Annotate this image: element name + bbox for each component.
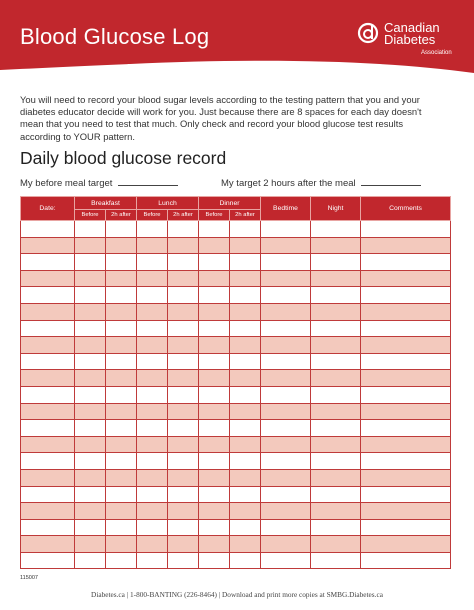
table-cell[interactable] xyxy=(199,287,230,304)
table-cell[interactable] xyxy=(137,270,168,287)
table-cell[interactable] xyxy=(137,370,168,387)
table-cell[interactable] xyxy=(361,436,451,453)
table-cell[interactable] xyxy=(137,386,168,403)
table-cell[interactable] xyxy=(75,469,106,486)
table-cell[interactable] xyxy=(230,403,261,420)
table-cell[interactable] xyxy=(137,287,168,304)
table-cell[interactable] xyxy=(168,420,199,437)
table-cell[interactable] xyxy=(311,403,361,420)
table-cell[interactable] xyxy=(199,237,230,254)
table-cell[interactable] xyxy=(361,237,451,254)
table-cell[interactable] xyxy=(311,503,361,520)
table-cell[interactable] xyxy=(137,254,168,271)
log-table-body xyxy=(21,221,451,569)
table-cell[interactable] xyxy=(106,420,137,437)
table-cell[interactable] xyxy=(230,237,261,254)
table-cell[interactable] xyxy=(21,320,75,337)
header-bedtime: Bedtime xyxy=(261,197,311,221)
subheader-lunch-after: 2h after xyxy=(168,210,199,221)
table-cell[interactable] xyxy=(261,221,311,238)
table-cell[interactable] xyxy=(261,436,311,453)
table-row xyxy=(21,386,451,403)
table-cell[interactable] xyxy=(199,221,230,238)
table-row xyxy=(21,536,451,553)
table-cell[interactable] xyxy=(230,320,261,337)
table-cell[interactable] xyxy=(311,320,361,337)
logo-line-2: Diabetes xyxy=(384,32,436,47)
table-cell[interactable] xyxy=(199,337,230,354)
table-cell[interactable] xyxy=(261,469,311,486)
subheader-dinner-before: Before xyxy=(199,210,230,221)
table-cell[interactable] xyxy=(261,403,311,420)
table-cell[interactable] xyxy=(230,469,261,486)
logo-line-1: Canadian xyxy=(384,20,440,35)
table-cell[interactable] xyxy=(21,254,75,271)
table-cell[interactable] xyxy=(230,353,261,370)
table-cell[interactable] xyxy=(261,370,311,387)
table-cell[interactable] xyxy=(199,420,230,437)
table-cell[interactable] xyxy=(199,453,230,470)
table-cell[interactable] xyxy=(137,536,168,553)
table-cell[interactable] xyxy=(75,503,106,520)
table-cell[interactable] xyxy=(75,337,106,354)
table-cell[interactable] xyxy=(106,469,137,486)
table-cell[interactable] xyxy=(311,486,361,503)
table-cell[interactable] xyxy=(21,469,75,486)
table-cell[interactable] xyxy=(199,254,230,271)
table-cell[interactable] xyxy=(21,503,75,520)
table-cell[interactable] xyxy=(75,353,106,370)
table-cell[interactable] xyxy=(137,552,168,569)
table-cell[interactable] xyxy=(199,503,230,520)
form-code: 115007 xyxy=(20,575,38,581)
table-row xyxy=(21,353,451,370)
table-cell[interactable] xyxy=(106,270,137,287)
table-cell[interactable] xyxy=(106,353,137,370)
table-cell[interactable] xyxy=(311,353,361,370)
header-banner xyxy=(0,0,474,80)
table-cell[interactable] xyxy=(199,353,230,370)
table-cell[interactable] xyxy=(199,386,230,403)
table-row xyxy=(21,320,451,337)
table-cell[interactable] xyxy=(199,486,230,503)
table-cell[interactable] xyxy=(137,486,168,503)
table-cell[interactable] xyxy=(199,370,230,387)
table-cell[interactable] xyxy=(261,386,311,403)
table-cell[interactable] xyxy=(199,403,230,420)
table-cell[interactable] xyxy=(21,436,75,453)
after-meal-target xyxy=(221,177,421,189)
table-cell[interactable] xyxy=(199,303,230,320)
table-cell[interactable] xyxy=(261,519,311,536)
table-cell[interactable] xyxy=(75,221,106,238)
table-cell[interactable] xyxy=(199,552,230,569)
after-meal-target-field[interactable] xyxy=(361,177,421,186)
table-cell[interactable] xyxy=(75,270,106,287)
table-row xyxy=(21,370,451,387)
table-cell[interactable] xyxy=(361,552,451,569)
table-cell[interactable] xyxy=(21,270,75,287)
table-cell[interactable] xyxy=(311,287,361,304)
table-cell[interactable] xyxy=(21,486,75,503)
table-cell[interactable] xyxy=(106,303,137,320)
table-cell[interactable] xyxy=(230,386,261,403)
table-cell[interactable] xyxy=(230,270,261,287)
table-cell[interactable] xyxy=(137,436,168,453)
table-cell[interactable] xyxy=(361,453,451,470)
table-cell[interactable] xyxy=(168,270,199,287)
table-cell[interactable] xyxy=(21,303,75,320)
table-cell[interactable] xyxy=(199,536,230,553)
table-row xyxy=(21,303,451,320)
table-cell[interactable] xyxy=(106,519,137,536)
table-row xyxy=(21,270,451,287)
table-cell[interactable] xyxy=(261,552,311,569)
before-meal-target-label: My before meal target xyxy=(20,178,113,189)
table-cell[interactable] xyxy=(21,403,75,420)
table-cell[interactable] xyxy=(311,270,361,287)
table-cell[interactable] xyxy=(168,287,199,304)
table-cell[interactable] xyxy=(230,536,261,553)
table-row xyxy=(21,221,451,238)
table-cell[interactable] xyxy=(230,519,261,536)
table-cell[interactable] xyxy=(168,436,199,453)
table-cell[interactable] xyxy=(230,221,261,238)
table-row xyxy=(21,420,451,437)
after-meal-target-label: My target 2 hours after the meal xyxy=(221,178,356,189)
table-cell[interactable] xyxy=(361,353,451,370)
subheader-breakfast-after: 2h after xyxy=(106,210,137,221)
table-row xyxy=(21,403,451,420)
table-cell[interactable] xyxy=(230,254,261,271)
table-cell[interactable] xyxy=(21,453,75,470)
table-cell[interactable] xyxy=(21,287,75,304)
table-cell[interactable] xyxy=(168,503,199,520)
table-cell[interactable] xyxy=(75,303,106,320)
subheader-breakfast-before: Before xyxy=(75,210,106,221)
table-cell[interactable] xyxy=(311,519,361,536)
table-cell[interactable] xyxy=(361,420,451,437)
table-cell[interactable] xyxy=(75,486,106,503)
subheader-dinner-after: 2h after xyxy=(230,210,261,221)
table-cell[interactable] xyxy=(261,254,311,271)
header-date: Date: xyxy=(21,197,75,221)
table-cell[interactable] xyxy=(106,386,137,403)
table-cell[interactable] xyxy=(168,337,199,354)
table-cell[interactable] xyxy=(137,519,168,536)
before-meal-target-field[interactable] xyxy=(118,177,178,186)
intro-paragraph: You will need to record your blood sugar levels according to the testing pattern that you and your diabetes educator decide will work for you. Just because there are 8 spaces for each day doesn't mean that you need to test that much. Only check and record your blood glucose test results according to YOUR pattern. xyxy=(20,94,422,142)
table-cell[interactable] xyxy=(75,254,106,271)
table-cell[interactable] xyxy=(261,303,311,320)
table-cell[interactable] xyxy=(168,486,199,503)
table-cell[interactable] xyxy=(361,503,451,520)
table-cell[interactable] xyxy=(75,519,106,536)
table-cell[interactable] xyxy=(311,453,361,470)
header-dinner: Dinner xyxy=(199,197,261,210)
table-cell[interactable] xyxy=(75,287,106,304)
table-cell[interactable] xyxy=(75,420,106,437)
table-cell[interactable] xyxy=(261,503,311,520)
table-cell[interactable] xyxy=(230,337,261,354)
table-cell[interactable] xyxy=(230,453,261,470)
table-cell[interactable] xyxy=(21,370,75,387)
table-cell[interactable] xyxy=(311,420,361,437)
table-cell[interactable] xyxy=(137,237,168,254)
table-cell[interactable] xyxy=(168,403,199,420)
table-cell[interactable] xyxy=(21,221,75,238)
table-cell[interactable] xyxy=(168,469,199,486)
logo-line-3: Association xyxy=(421,50,452,56)
table-cell[interactable] xyxy=(311,552,361,569)
table-cell[interactable] xyxy=(75,536,106,553)
table-cell[interactable] xyxy=(361,403,451,420)
table-row xyxy=(21,287,451,304)
table-row xyxy=(21,469,451,486)
table-cell[interactable] xyxy=(311,337,361,354)
table-row xyxy=(21,254,451,271)
table-cell[interactable] xyxy=(137,221,168,238)
table-cell[interactable] xyxy=(168,386,199,403)
table-cell[interactable] xyxy=(168,536,199,553)
table-cell[interactable] xyxy=(168,254,199,271)
table-row xyxy=(21,519,451,536)
subheader-lunch-before: Before xyxy=(137,210,168,221)
table-cell[interactable] xyxy=(106,403,137,420)
table-cell[interactable] xyxy=(168,519,199,536)
table-cell[interactable] xyxy=(21,337,75,354)
table-cell[interactable] xyxy=(21,552,75,569)
table-cell[interactable] xyxy=(311,303,361,320)
table-row xyxy=(21,237,451,254)
table-cell[interactable] xyxy=(230,370,261,387)
table-cell[interactable] xyxy=(361,303,451,320)
table-cell[interactable] xyxy=(311,536,361,553)
table-cell[interactable] xyxy=(21,420,75,437)
table-cell[interactable] xyxy=(361,287,451,304)
table-cell[interactable] xyxy=(75,320,106,337)
table-cell[interactable] xyxy=(230,486,261,503)
header-comments: Comments xyxy=(361,197,451,221)
table-cell[interactable] xyxy=(137,337,168,354)
table-cell[interactable] xyxy=(21,536,75,553)
table-cell[interactable] xyxy=(106,287,137,304)
table-row xyxy=(21,337,451,354)
table-cell[interactable] xyxy=(21,353,75,370)
table-cell[interactable] xyxy=(137,403,168,420)
header-breakfast: Breakfast xyxy=(75,197,137,210)
table-cell[interactable] xyxy=(106,503,137,520)
table-cell[interactable] xyxy=(106,254,137,271)
table-cell[interactable] xyxy=(106,370,137,387)
table-cell[interactable] xyxy=(311,386,361,403)
table-cell[interactable] xyxy=(106,237,137,254)
table-cell[interactable] xyxy=(168,453,199,470)
table-cell[interactable] xyxy=(199,469,230,486)
table-cell[interactable] xyxy=(230,303,261,320)
table-cell[interactable] xyxy=(75,453,106,470)
cda-logo-icon xyxy=(357,22,379,44)
table-cell[interactable] xyxy=(311,221,361,238)
table-cell[interactable] xyxy=(137,303,168,320)
table-cell[interactable] xyxy=(261,453,311,470)
table-cell[interactable] xyxy=(311,469,361,486)
table-cell[interactable] xyxy=(106,486,137,503)
table-cell[interactable] xyxy=(230,552,261,569)
table-cell[interactable] xyxy=(168,221,199,238)
table-cell[interactable] xyxy=(230,503,261,520)
table-cell[interactable] xyxy=(137,503,168,520)
table-row xyxy=(21,436,451,453)
table-cell[interactable] xyxy=(168,552,199,569)
table-row xyxy=(21,552,451,569)
table-cell[interactable] xyxy=(75,386,106,403)
table-cell[interactable] xyxy=(75,436,106,453)
table-cell[interactable] xyxy=(168,237,199,254)
table-cell[interactable] xyxy=(168,320,199,337)
table-cell[interactable] xyxy=(106,221,137,238)
table-cell[interactable] xyxy=(361,370,451,387)
before-meal-target xyxy=(20,177,178,189)
table-cell[interactable] xyxy=(361,486,451,503)
table-row xyxy=(21,503,451,520)
table-cell[interactable] xyxy=(106,552,137,569)
table-cell[interactable] xyxy=(230,287,261,304)
table-cell[interactable] xyxy=(361,386,451,403)
table-cell[interactable] xyxy=(106,337,137,354)
table-cell[interactable] xyxy=(137,420,168,437)
table-cell[interactable] xyxy=(137,453,168,470)
table-cell[interactable] xyxy=(261,420,311,437)
table-cell[interactable] xyxy=(106,536,137,553)
table-cell[interactable] xyxy=(261,270,311,287)
table-cell[interactable] xyxy=(261,353,311,370)
table-cell[interactable] xyxy=(230,436,261,453)
page-title: Blood Glucose Log xyxy=(20,24,210,49)
table-cell[interactable] xyxy=(261,237,311,254)
glucose-log-table xyxy=(20,196,451,569)
table-cell[interactable] xyxy=(137,320,168,337)
table-cell[interactable] xyxy=(261,320,311,337)
table-cell[interactable] xyxy=(261,536,311,553)
table-cell[interactable] xyxy=(361,270,451,287)
table-cell[interactable] xyxy=(106,436,137,453)
table-cell[interactable] xyxy=(361,221,451,238)
table-cell[interactable] xyxy=(168,353,199,370)
table-cell[interactable] xyxy=(168,370,199,387)
table-cell[interactable] xyxy=(75,403,106,420)
table-cell[interactable] xyxy=(75,552,106,569)
table-cell[interactable] xyxy=(75,237,106,254)
table-cell[interactable] xyxy=(21,386,75,403)
table-cell[interactable] xyxy=(261,287,311,304)
table-cell[interactable] xyxy=(137,469,168,486)
table-cell[interactable] xyxy=(361,254,451,271)
footer-text: Diabetes.ca | 1-800-BANTING (226-8464) | Download and print more copies at SMBG.Diabetes.ca xyxy=(91,590,383,599)
table-cell[interactable] xyxy=(199,320,230,337)
table-cell[interactable] xyxy=(361,320,451,337)
table-cell[interactable] xyxy=(21,237,75,254)
table-cell[interactable] xyxy=(106,453,137,470)
table-cell[interactable] xyxy=(361,337,451,354)
table-cell[interactable] xyxy=(106,320,137,337)
table-cell[interactable] xyxy=(75,370,106,387)
table-cell[interactable] xyxy=(311,237,361,254)
table-cell[interactable] xyxy=(137,353,168,370)
table-cell[interactable] xyxy=(361,536,451,553)
table-cell[interactable] xyxy=(361,519,451,536)
table-row xyxy=(21,453,451,470)
table-cell[interactable] xyxy=(261,337,311,354)
logo-wordmark xyxy=(384,22,474,46)
table-cell[interactable] xyxy=(311,436,361,453)
table-cell[interactable] xyxy=(199,436,230,453)
table-cell[interactable] xyxy=(168,303,199,320)
header-night: Night xyxy=(311,197,361,221)
table-cell[interactable] xyxy=(311,254,361,271)
table-row xyxy=(21,486,451,503)
table-cell[interactable] xyxy=(199,519,230,536)
table-cell[interactable] xyxy=(311,370,361,387)
table-cell[interactable] xyxy=(261,486,311,503)
section-title: Daily blood glucose record xyxy=(20,148,227,168)
header-lunch: Lunch xyxy=(137,197,199,210)
table-cell[interactable] xyxy=(361,469,451,486)
table-cell[interactable] xyxy=(230,420,261,437)
table-cell[interactable] xyxy=(21,519,75,536)
table-cell[interactable] xyxy=(199,270,230,287)
